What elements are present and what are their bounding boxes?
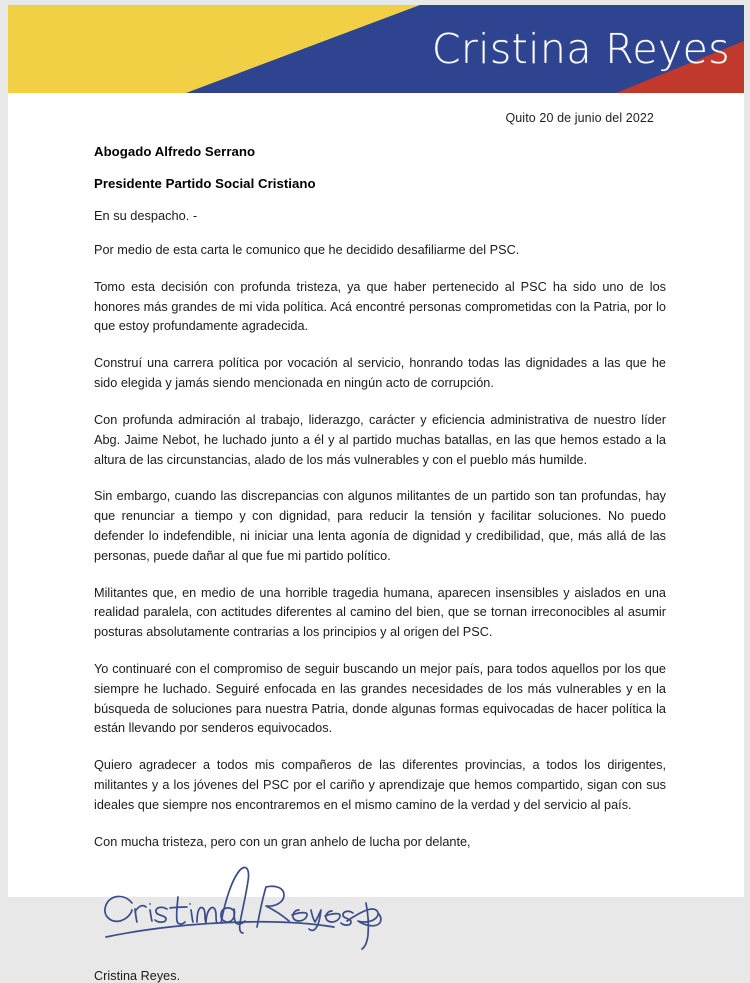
letter-body (8, 111, 744, 983)
letter-date: Quito 20 de junio del 2022 (505, 111, 654, 125)
letter-paragraph-4: Con profunda admiración al trabajo, liderazgo, carácter y eficiencia administrativa de nuestro líder Abg. Jaime Nebot, he luchado junto a él y al partido muchas batallas, en las que hemos estado a la altura de las circunstancias, alado de los más vulnerables y con el pueblo más humilde. (94, 412, 666, 467)
letter-paragraph-7: Yo continuaré con el compromiso de seguir buscando un mejor país, para todos aquellos por los que siempre he luchado. Seguiré enfocada en las grandes necesidades de los más vulnerables y en la búsqueda de soluciones para nuestra Patria, donde algunas formas equivocadas de hacer política la están llevando por senderos equivocados. (94, 662, 666, 736)
letter-paragraph-8: Quiero agradecer a todos mis compañeros de las diferentes provincias, a todos los dirigentes, militantes y a los jóvenes del PSC por el cariño y aprendizaje que hemos compartido, sigan con sus ideales que siempre nos encontraremos en el mismo camino de la verdad y del servicio al país. (94, 758, 666, 812)
letterhead-banner (8, 5, 744, 93)
signature-block (94, 865, 666, 963)
letter-salutation: En su despacho. - (94, 208, 198, 223)
letter-paragraph-5: Sin embargo, cuando las discrepancias con algunos militantes de un partido son tan profundas, hay que renunciar a tiempo y con dignidad, para reducir la tensión y facilitar soluciones. No puedo defender lo indefendible, ni iniciar una lenta agonía de dignidad y credibilidad, que, más allá de las personas, puede dañar al que fue mi partido político. (94, 489, 666, 563)
letter-paragraph-3: Construí una carrera política por vocación al servicio, honrando todas las dignidades a las que he sido elegida y jamás siendo mencionada en ningún acto de corrupción. (94, 356, 666, 391)
recipient-block (94, 144, 666, 191)
recipient-name: Abogado Alfredo Serrano (94, 144, 256, 159)
letter-paragraph-6: Militantes que, en medio de una horrible tragedia humana, aparecen insensibles y aislados en una realidad paralela, con actitudes diferentes al camino del bien, que se tornan irreconocibles al asumir posturas absolutamente contrarias a los principios y al origen del PSC. (94, 585, 666, 640)
letter-paragraph-1: Por medio de esta carta le comunico que he decidido desafiliarme del PSC. (94, 243, 520, 257)
signer-name: Cristina Reyes. (94, 968, 181, 983)
handwritten-signature (94, 865, 394, 963)
letter-closing: Con mucha tristeza, pero con un gran anhelo de lucha por delante, (94, 834, 471, 849)
recipient-title: Presidente Partido Social Cristiano (94, 176, 316, 191)
letterhead-brand-name: Cristina Reyes (431, 24, 730, 73)
document-page (8, 5, 744, 983)
letter-paragraph-2: Tomo esta decisión con profunda tristeza, ya que haber pertenecido al PSC ha sido uno de los honores más grandes de mi vida política. Acá encontré personas comprometidas con la Patria, por lo que estoy profundamente agradecida. (94, 279, 666, 334)
